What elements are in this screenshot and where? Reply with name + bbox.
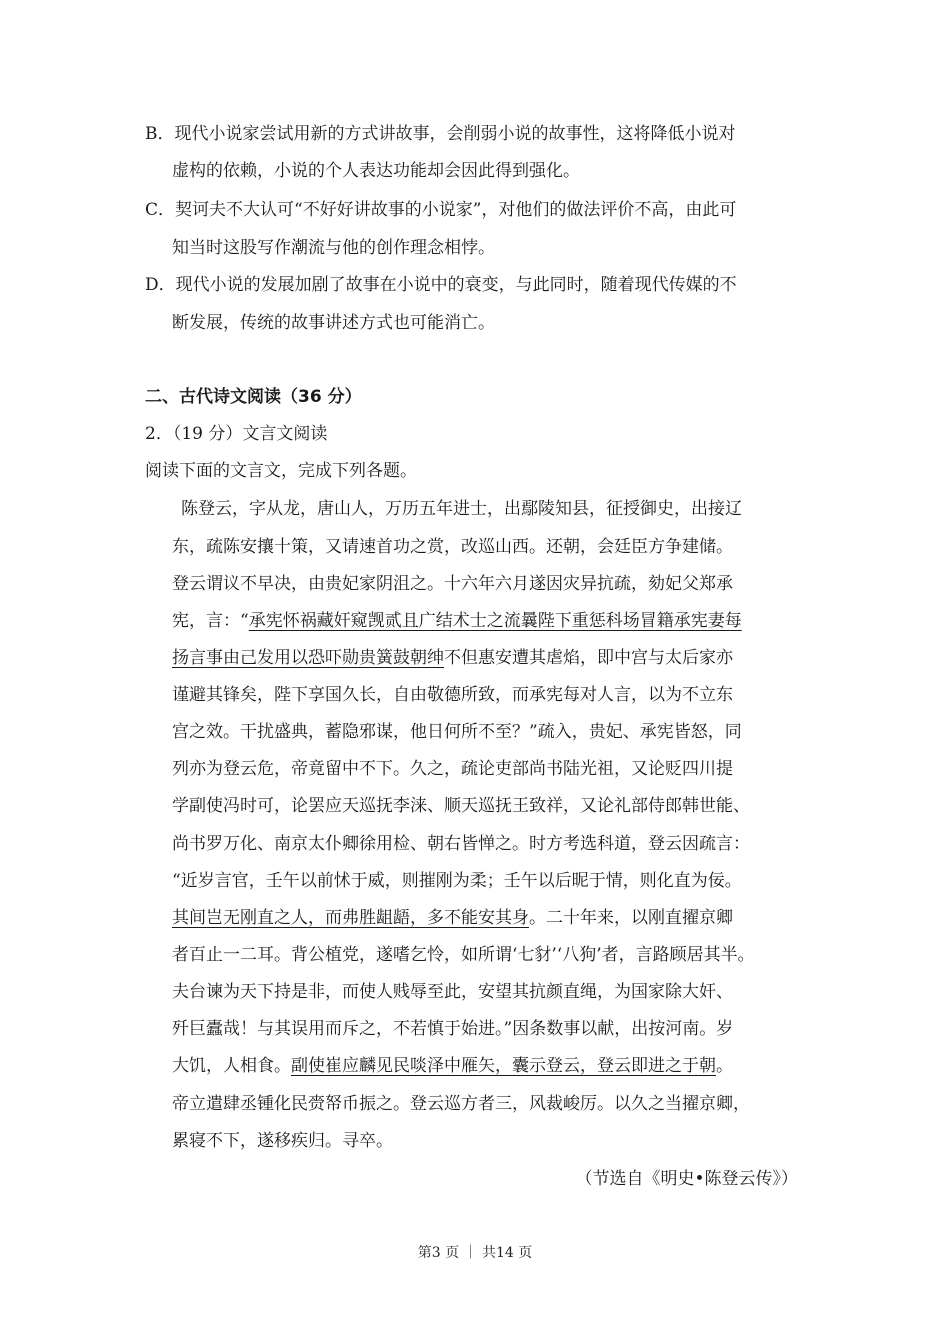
passage-line: 歼巨蠹哉！与其误用而斥之，不若慎于始进。”因条数事以献，出按河南。岁 bbox=[172, 1019, 734, 1039]
passage-line: 帝立遣肆丞锺化民赍帑币振之。登云巡方者三，风裁峻厉。以久之当擢京卿， bbox=[172, 1094, 750, 1114]
section-heading: 二、古代诗文阅读（36 分） bbox=[145, 387, 362, 407]
option-c-line2: 知当时这股写作潮流与他的创作理念相悖。 bbox=[172, 238, 495, 258]
passage-line: 累寝不下，遂移疾归。寻卒。 bbox=[172, 1131, 393, 1151]
passage-line: 夫台谏为天下持是非，而使人贱辱至此，安望其抗颜直绳，为国家除大奸、 bbox=[172, 982, 733, 1002]
underlined-sentence-1-cont: 扬言事由己发用以恐吓勋贵簧鼓朝绅 bbox=[172, 648, 444, 668]
option-b-line1: B．现代小说家尝试用新的方式讲故事，会削弱小说的故事性，这将降低小说对 bbox=[145, 124, 736, 144]
passage-text: 大饥，人相食。 bbox=[172, 1056, 291, 1076]
passage-text: 不但惠安遭其虐焰，即中宫与太后家亦 bbox=[444, 648, 733, 668]
passage-text: 宪，言：“ bbox=[172, 611, 249, 631]
instruction-text: 阅读下面的文言文，完成下列各题。 bbox=[145, 461, 417, 481]
passage-line bbox=[172, 906, 733, 930]
passage-line: “近岁言官，壬午以前怵于威，则摧刚为柔；壬午以后昵于情，则化直为佞。 bbox=[172, 871, 742, 891]
passage-line: 东，疏陈安攘十策，又请速首功之赏，改巡山西。还朝，会廷臣方争建储。 bbox=[172, 537, 733, 557]
page-footer: 第3 页 ｜ 共14 页 bbox=[417, 1245, 533, 1261]
passage-text: 。二十年来，以刚直擢京卿 bbox=[529, 908, 733, 928]
passage-line: 尚书罗万化、南京太仆卿徐用检、朝右皆惮之。时方考选科道，登云因疏言： bbox=[172, 834, 750, 854]
passage-line: 登云谓议不早决，由贵妃家阴沮之。十六年六月遂因灾异抗疏，劾妃父郑承 bbox=[172, 574, 733, 594]
passage-line: 谨避其锋矣，陛下享国久长，自由敬德所致，而承宪每对人言，以为不立东 bbox=[172, 685, 733, 705]
option-d-line1: D．现代小说的发展加剧了故事在小说中的衰变，与此同时，随着现代传媒的不 bbox=[145, 275, 737, 295]
underlined-sentence-3: 副使崔应麟见民啖泽中雁矢，囊示登云，登云即进之于朝 bbox=[291, 1056, 716, 1076]
passage-line bbox=[172, 646, 733, 670]
underlined-sentence-2: 其间岂无刚直之人，而弗胜龃龉，多不能安其身 bbox=[172, 908, 529, 928]
passage-source: （节选自《明史•陈登云传》） bbox=[575, 1169, 798, 1189]
option-b-line2: 虚构的依赖，小说的个人表达功能却会因此得到强化。 bbox=[172, 161, 580, 181]
underlined-sentence-1: 承宪怀祸藏奸窥觊贰且广结术士之流曩陛下重惩科场冒籍承宪妻每 bbox=[248, 611, 742, 631]
passage-line bbox=[172, 1054, 733, 1078]
option-d-line2: 断发展，传统的故事讲述方式也可能消亡。 bbox=[172, 313, 495, 333]
passage-line: 陈登云，字从龙，唐山人，万历五年进士，出鄢陵知县，征授御史，出接辽 bbox=[181, 499, 742, 519]
passage-line: 学副使冯时可，论罢应天巡抚李涞、顺天巡抚王致祥，又论礼部侍郎韩世能、 bbox=[172, 796, 750, 816]
option-c-line1: C．契诃夫不大认可“不好好讲故事的小说家”，对他们的做法评价不高，由此可 bbox=[145, 200, 737, 220]
passage-line: 者百止一二耳。背公植党，遂嗜乞怜，如所谓‘七豺’‘八狗’者，言路顾居其半。 bbox=[172, 945, 755, 965]
passage-line: 列亦为登云危，帝竟留中不下。久之，疏论吏部尚书陆光祖，又论贬四川提 bbox=[172, 759, 733, 779]
passage-text: 。 bbox=[716, 1056, 733, 1076]
passage-line: 宫之效。干扰盛典，蓄隐邪谋，他日何所不至？”疏入，贵妃、承宪皆怒，同 bbox=[172, 722, 742, 742]
passage-line bbox=[172, 609, 742, 633]
question-title: 2．（19 分）文言文阅读 bbox=[145, 424, 328, 444]
